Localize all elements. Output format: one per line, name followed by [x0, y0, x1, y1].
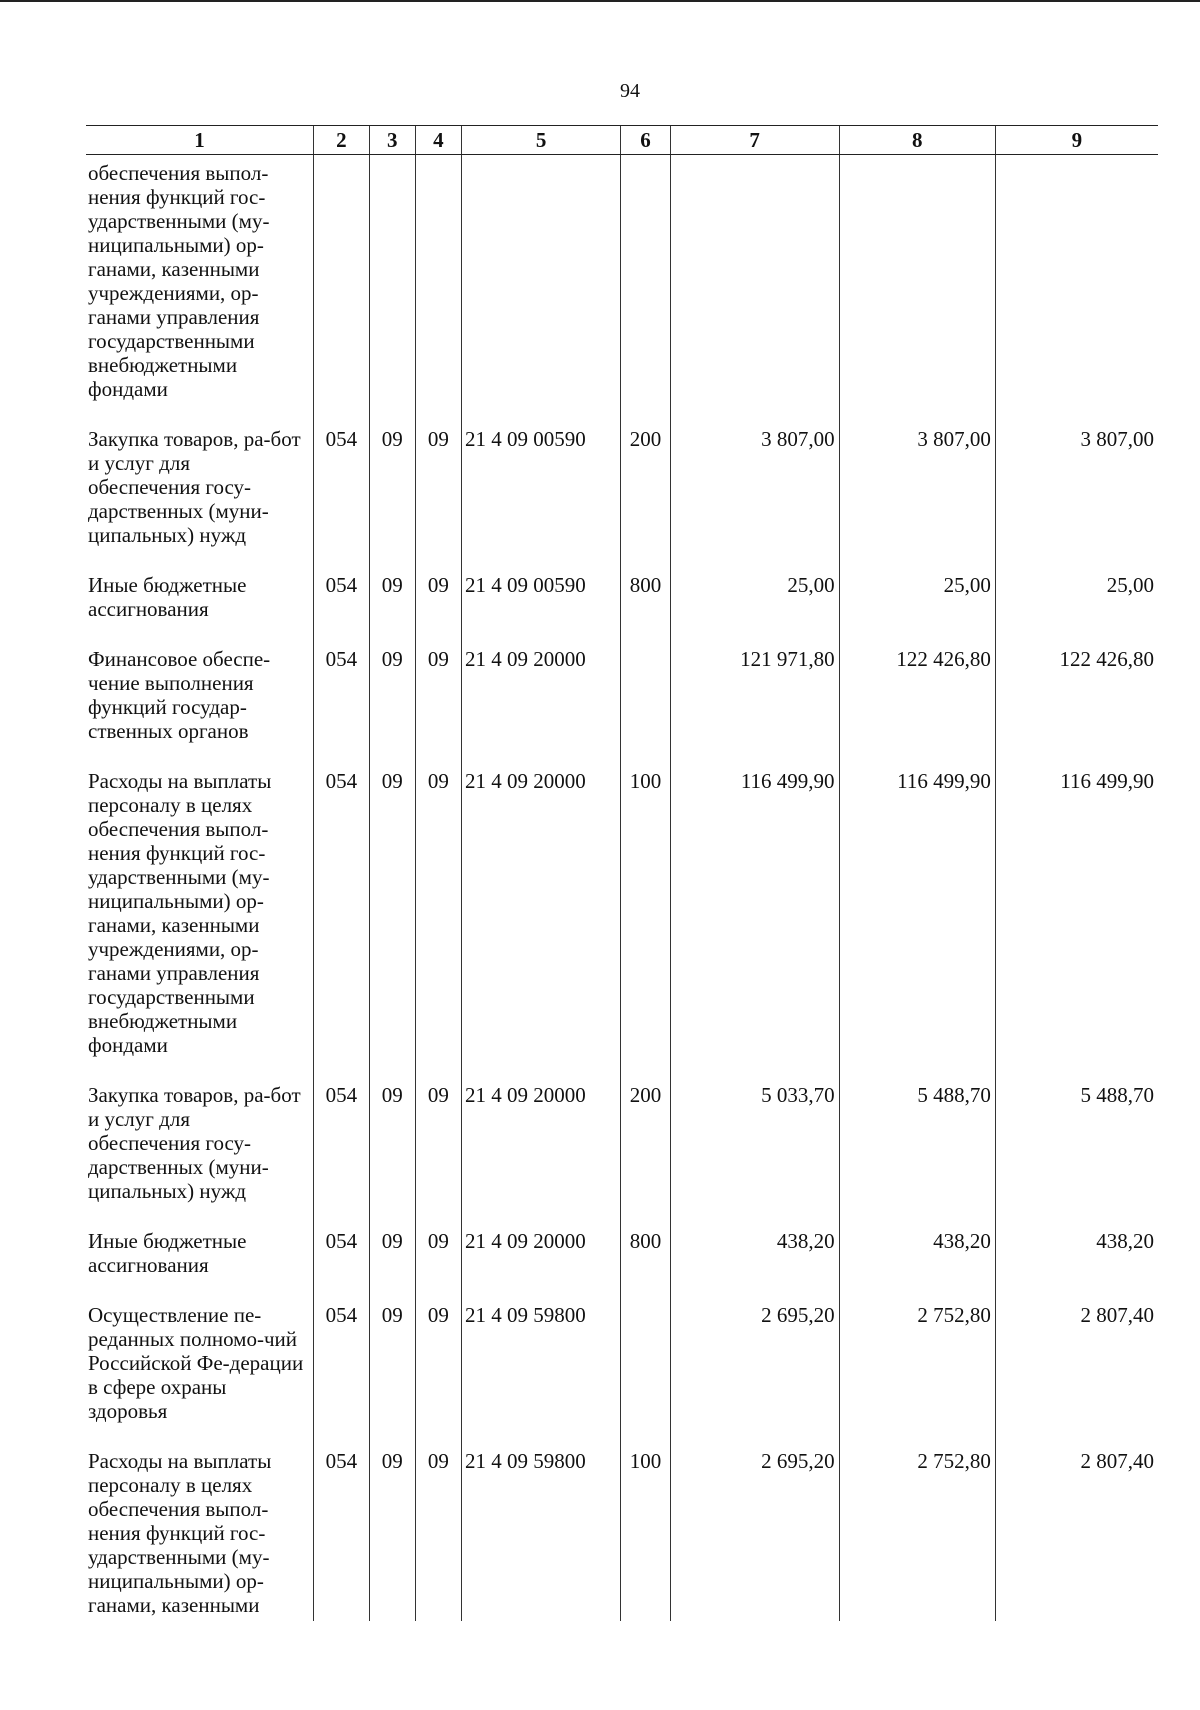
row-name: Закупка товаров, ра-бот и услуг для обеспечения госу-дарственных (муни-ципальных) нужд: [88, 1083, 301, 1203]
cell-section: 09: [369, 1297, 415, 1443]
cell-subsection: 09: [415, 1077, 461, 1223]
cell-target-article: 21 4 09 20000: [461, 763, 620, 1077]
header-col-1: 1: [86, 126, 314, 155]
row-name: Расходы на выплаты персоналу в целях обеспечения выпол-нения функций гос-ударственными (му-ниципальными) ор-ганами, казенными: [88, 1449, 272, 1617]
cell-amount-col7: [670, 155, 839, 422]
header-col-8: 8: [839, 126, 995, 155]
cell-expense-type: 800: [621, 567, 670, 641]
cell-expense-type: 800: [621, 1223, 670, 1297]
cell-section: 09: [369, 567, 415, 641]
row-name: Иные бюджетные ассигнования: [88, 1229, 247, 1277]
cell-amount-col8: 438,20: [839, 1223, 995, 1297]
table-row: [86, 567, 1158, 641]
cell-ministry: 054: [314, 567, 370, 641]
cell-amount-col9: 2 807,40: [995, 1443, 1158, 1621]
table-row: [86, 155, 1158, 422]
cell-subsection: 09: [415, 641, 461, 763]
cell-ministry: 054: [314, 1443, 370, 1621]
table-row: [86, 763, 1158, 1077]
header-col-4: 4: [415, 126, 461, 155]
cell-amount-col8: 5 488,70: [839, 1077, 995, 1223]
cell-amount-col9: 116 499,90: [995, 763, 1158, 1077]
row-name: Расходы на выплаты персоналу в целях обеспечения выпол-нения функций гос-ударственными (му-ниципальными) ор-ганами, казенными учреждениями, ор-ганами управления государственными внебюджетными фондами: [88, 769, 272, 1057]
cell-amount-col8: [839, 155, 995, 422]
cell-subsection: [415, 155, 461, 422]
row-name: Осуществление пе-реданных полномо-чий Российской Фе-дерации в сфере охраны здоровья: [88, 1303, 304, 1423]
cell-ministry: 054: [314, 1077, 370, 1223]
cell-ministry: 054: [314, 1297, 370, 1443]
cell-amount-col7: 438,20: [670, 1223, 839, 1297]
cell-amount-col7: 25,00: [670, 567, 839, 641]
cell-target-article: 21 4 09 59800: [461, 1297, 620, 1443]
cell-subsection: 09: [415, 1443, 461, 1621]
cell-amount-col8: 2 752,80: [839, 1297, 995, 1443]
cell-section: 09: [369, 763, 415, 1077]
cell-ministry: [314, 155, 370, 422]
cell-section: 09: [369, 641, 415, 763]
header-col-5: 5: [461, 126, 620, 155]
cell-ministry: 054: [314, 763, 370, 1077]
cell-amount-col9: 5 488,70: [995, 1077, 1158, 1223]
cell-amount-col8: 116 499,90: [839, 763, 995, 1077]
cell-target-article: 21 4 09 20000: [461, 1223, 620, 1297]
cell-subsection: 09: [415, 1297, 461, 1443]
cell-subsection: 09: [415, 567, 461, 641]
cell-ministry: 054: [314, 421, 370, 567]
cell-amount-col7: 5 033,70: [670, 1077, 839, 1223]
cell-amount-col9: [995, 155, 1158, 422]
table-row: [86, 1297, 1158, 1443]
cell-amount-col8: 122 426,80: [839, 641, 995, 763]
cell-amount-col9: 2 807,40: [995, 1297, 1158, 1443]
cell-section: 09: [369, 1443, 415, 1621]
cell-target-article: 21 4 09 59800: [461, 1443, 620, 1621]
header-col-6: 6: [621, 126, 670, 155]
table-row: [86, 1223, 1158, 1297]
cell-target-article: [461, 155, 620, 422]
cell-section: 09: [369, 1077, 415, 1223]
cell-section: 09: [369, 421, 415, 567]
cell-expense-type: 100: [621, 1443, 670, 1621]
table-row: [86, 1077, 1158, 1223]
cell-amount-col9: 438,20: [995, 1223, 1158, 1297]
cell-target-article: 21 4 09 20000: [461, 641, 620, 763]
cell-expense-type: 200: [621, 1077, 670, 1223]
cell-ministry: 054: [314, 641, 370, 763]
top-rule: [0, 0, 1200, 2]
budget-table: [86, 125, 1158, 1621]
header-col-9: 9: [995, 126, 1158, 155]
cell-amount-col7: 2 695,20: [670, 1297, 839, 1443]
page-number: 94: [620, 80, 640, 102]
cell-amount-col8: 3 807,00: [839, 421, 995, 567]
cell-expense-type: [621, 1297, 670, 1443]
cell-subsection: 09: [415, 1223, 461, 1297]
cell-amount-col9: 3 807,00: [995, 421, 1158, 567]
cell-subsection: 09: [415, 763, 461, 1077]
cell-section: [369, 155, 415, 422]
cell-amount-col9: 122 426,80: [995, 641, 1158, 763]
table-row: [86, 641, 1158, 763]
cell-section: 09: [369, 1223, 415, 1297]
table-row: [86, 421, 1158, 567]
cell-amount-col8: 2 752,80: [839, 1443, 995, 1621]
table-header-row: [86, 126, 1158, 155]
row-name: Финансовое обеспе-чение выполнения функций государ-ственных органов: [88, 647, 271, 743]
cell-expense-type: [621, 155, 670, 422]
cell-amount-col8: 25,00: [839, 567, 995, 641]
cell-amount-col7: 3 807,00: [670, 421, 839, 567]
header-col-2: 2: [314, 126, 370, 155]
cell-ministry: 054: [314, 1223, 370, 1297]
cell-expense-type: [621, 641, 670, 763]
header-col-3: 3: [369, 126, 415, 155]
row-name: Иные бюджетные ассигнования: [88, 573, 247, 621]
cell-target-article: 21 4 09 00590: [461, 567, 620, 641]
cell-amount-col7: 2 695,20: [670, 1443, 839, 1621]
table-row: [86, 1443, 1158, 1621]
cell-amount-col7: 116 499,90: [670, 763, 839, 1077]
cell-expense-type: 200: [621, 421, 670, 567]
row-name: обеспечения выпол-нения функций гос-ударственными (му-ниципальными) ор-ганами, казенными учреждениями, ор-ганами управления государственными внебюджетными фондами: [88, 161, 270, 401]
cell-target-article: 21 4 09 20000: [461, 1077, 620, 1223]
cell-expense-type: 100: [621, 763, 670, 1077]
cell-amount-col7: 121 971,80: [670, 641, 839, 763]
cell-subsection: 09: [415, 421, 461, 567]
header-col-7: 7: [670, 126, 839, 155]
cell-amount-col9: 25,00: [995, 567, 1158, 641]
row-name: Закупка товаров, ра-бот и услуг для обеспечения госу-дарственных (муни-ципальных) нужд: [88, 427, 301, 547]
cell-target-article: 21 4 09 00590: [461, 421, 620, 567]
